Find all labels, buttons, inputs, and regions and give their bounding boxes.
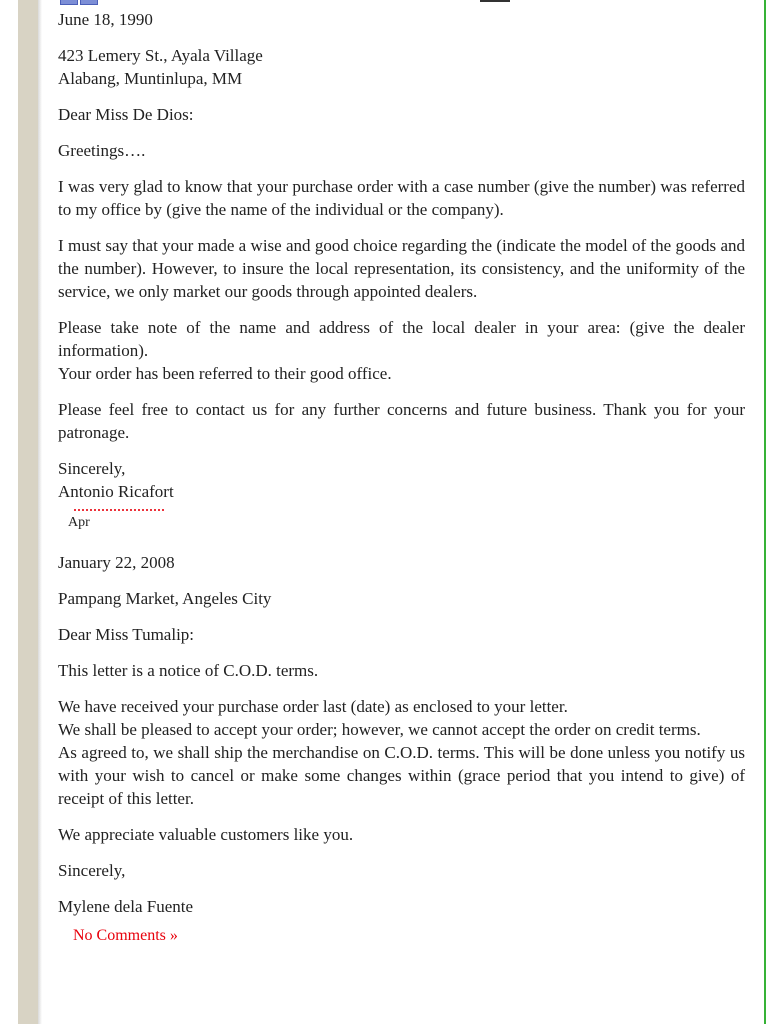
letter1-address (58, 44, 745, 90)
letter1-signoff (58, 457, 745, 503)
letter1-address-line-2: Alabang, Muntinlupa, MM (58, 69, 243, 88)
letters-content (58, 8, 745, 947)
letter2-signature: Mylene dela Fuente (58, 897, 194, 916)
post-date-label: Apr (68, 515, 90, 530)
letter2-salutation: Dear Miss Tumalip: (58, 625, 195, 644)
letter1-address-line-1: 423 Lemery St., Ayala Village (58, 46, 263, 65)
letter1-closing: Sincerely, (58, 459, 126, 478)
letter2-date: January 22, 2008 (58, 553, 175, 572)
right-border (764, 0, 766, 1024)
letter1-paragraph-2: I must say that your made a wise and good choice regarding the (indicate the model of the goods and the number). However, to insure the local representation, its consistency, and the uniformity of the service, we only market our goods through appointed dealers. (58, 236, 745, 301)
letter1-salutation: Dear Miss De Dios: (58, 105, 194, 124)
left-rail (18, 0, 38, 1024)
letter2-paragraph-2-line-2: We shall be pleased to accept your order; however, we cannot accept the order on credit terms. (58, 720, 701, 739)
top-icon-2 (80, 0, 98, 5)
letter1-paragraph-3-line-1: Please take note of the name and address of the local dealer in your area: (give the dealer information). (58, 318, 745, 360)
letter1-paragraph-3-line-2: Your order has been referred to their good office. (58, 364, 392, 383)
letter2-paragraph-2 (58, 695, 745, 810)
letter2-paragraph-1: This letter is a notice of C.O.D. terms. (58, 661, 319, 680)
letter2-paragraph-2-line-3: As agreed to, we shall ship the merchandise on C.O.D. terms. This will be done unless you notify us with your wish to cancel or make some changes within (grace period that you intend to give) of receipt of this letter. (58, 743, 745, 808)
letter1-paragraph-1: I was very glad to know that your purchase order with a case number (give the number) was referred to my office by (give the name of the individual or the company). (58, 177, 745, 219)
letter1-date: June 18, 1990 (58, 10, 153, 29)
letter1-greeting: Greetings…. (58, 141, 146, 160)
letter1-signature: Antonio Ricafort (58, 482, 174, 501)
no-comments-link[interactable]: No Comments » (73, 927, 178, 944)
post-separator (58, 509, 745, 535)
letter1-paragraph-3 (58, 316, 745, 385)
letter1-paragraph-4: Please feel free to contact us for any further concerns and future business. Thank you for your patronage. (58, 400, 745, 442)
top-cut-fragment (60, 0, 460, 2)
left-shadow (38, 0, 42, 1024)
letter2-closing: Sincerely, (58, 861, 126, 880)
top-icon-1 (60, 0, 78, 5)
letter2-address: Pampang Market, Angeles City (58, 589, 272, 608)
letter2-paragraph-3: We appreciate valuable customers like you. (58, 825, 354, 844)
letter2-paragraph-2-line-1: We have received your purchase order last (date) as enclosed to your letter. (58, 697, 568, 716)
top-text-fragment (480, 0, 510, 2)
